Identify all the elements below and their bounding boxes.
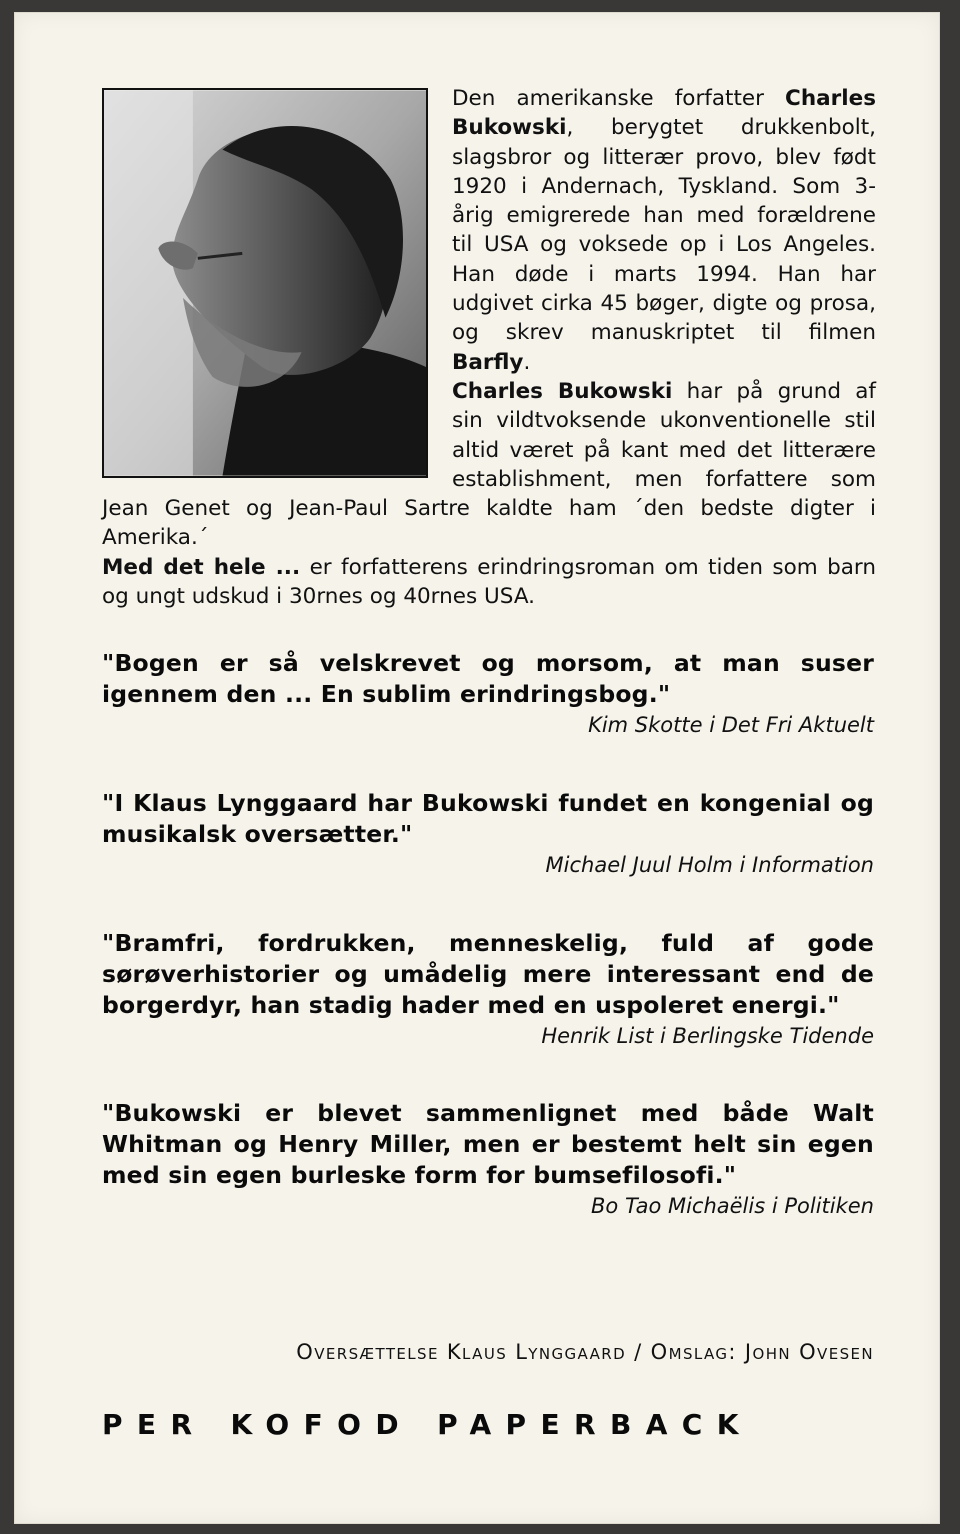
quote-text: "Bogen er så velskrevet og morsom, at man suser igennem den ... En sublim erindringsbog." — [102, 649, 874, 708]
review-quote — [102, 788, 874, 880]
author-bio — [102, 84, 876, 611]
author-portrait-icon — [104, 90, 426, 476]
bio-text-end: . — [523, 349, 531, 375]
quote-source: Kim Skotte i Det Fri Aktuelt — [588, 713, 874, 737]
bio-text-intro: Den amerikanske forfatter — [452, 86, 786, 111]
bio-text-style: har på grund af sin vildtvoksende ukonventionelle stil altid været på kant med det litterære establishment, men forfattere som Jean Genet og Jean-Paul Sartre kaldte ham ´den bedste digter i Amerika.´ — [102, 378, 876, 551]
quote-text: "Bukowski er blevet sammenlignet med både Walt Whitman og Henry Miller, men er bestemt helt sin egen med sin egen burleske form for bumsefilosofi." — [102, 1099, 874, 1189]
bio-text-book: er forfatterens erindringsroman om tiden som barn og ungt udskud i 30rnes og 40rnes USA. — [102, 554, 876, 610]
quote-text: "Bramfri, fordrukken, menneskelig, fuld af gode sørøverhistorier og umådelig mere interessant end de borgerdyr, han stadig hader med en uspoleret energi." — [102, 929, 874, 1019]
bio-book-title: Med det hele ... — [102, 554, 301, 580]
review-quote — [102, 1098, 874, 1221]
author-photo — [102, 88, 428, 478]
publisher-imprint: PER KOFOD PAPERBACK — [102, 1408, 753, 1441]
bio-author-name-2: Charles Bukowski — [452, 378, 673, 404]
review-quote — [102, 928, 874, 1051]
bio-film-title: Barfly — [452, 349, 524, 375]
bio-text-main: , berygtet drukkenbolt, slagsbror og litterær provo, blev født 1920 i Andernach, Tyskland. Som 3-årig emigrerede han med forældrene til USA og voksede op i Los Angeles. Han døde i marts 1994. Han har udgivet cirka 45 bøger, digte og prosa, og skrev manuskriptet til filmen — [452, 115, 876, 346]
review-quote — [102, 648, 874, 740]
quote-source: Bo Tao Michaëlis i Politiken — [591, 1194, 874, 1218]
book-back-cover — [14, 12, 940, 1524]
quote-source: Michael Juul Holm i Information — [545, 853, 874, 877]
bio-author-name: Charles Bukowski — [452, 86, 876, 141]
cover-credits: Oversættelse Klaus Lynggaard / Omslag: John Ovesen — [296, 1340, 874, 1364]
quote-source: Henrik List i Berlingske Tidende — [541, 1024, 874, 1048]
quote-text: "I Klaus Lynggaard har Bukowski fundet en kongenial og musikalsk oversætter." — [102, 789, 874, 848]
